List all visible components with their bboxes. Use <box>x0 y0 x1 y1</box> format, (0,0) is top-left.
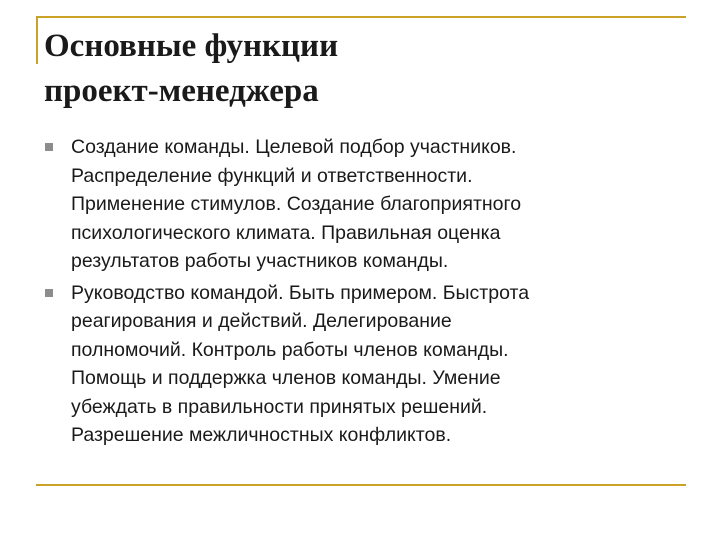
bullet-line: реагирования и действий. Делегирование <box>71 310 452 332</box>
bullet-line: убеждать в правильности принятых решений. <box>71 395 488 418</box>
bullet-line: Применение стимулов. Создание благоприятного <box>71 193 522 215</box>
slide-title <box>44 24 684 114</box>
bullet-line: результатов работы участников команды. <box>71 250 449 272</box>
title-line: Основные функции <box>44 28 339 64</box>
bullet-line: Создание команды. Целевой подбор участников. <box>71 136 517 158</box>
bullet-line: Помощь и поддержка членов команды. Умение <box>71 367 501 389</box>
bullet-list <box>44 133 664 453</box>
bullet-item <box>44 279 664 450</box>
bullet-line: Распределение функций и ответственности. <box>71 164 473 187</box>
bullet-line: Руководство командой. Быть примером. Быстрота <box>71 281 530 304</box>
bullet-line: Разрешение межличностных конфликтов. <box>71 424 452 446</box>
bullet-line: полномочий. Контроль работы членов команды. <box>71 338 509 361</box>
top-rule <box>36 16 686 18</box>
bullet-line: психологического климата. Правильная оценка <box>71 221 501 244</box>
bullet-text <box>71 133 664 276</box>
bullet-text <box>71 279 664 450</box>
left-rule <box>36 16 38 64</box>
title-line: проект-менеджера <box>44 73 319 109</box>
square-bullet-icon <box>45 289 53 297</box>
bullet-item <box>44 133 664 276</box>
square-bullet-icon <box>45 143 53 151</box>
bottom-rule <box>36 484 686 486</box>
